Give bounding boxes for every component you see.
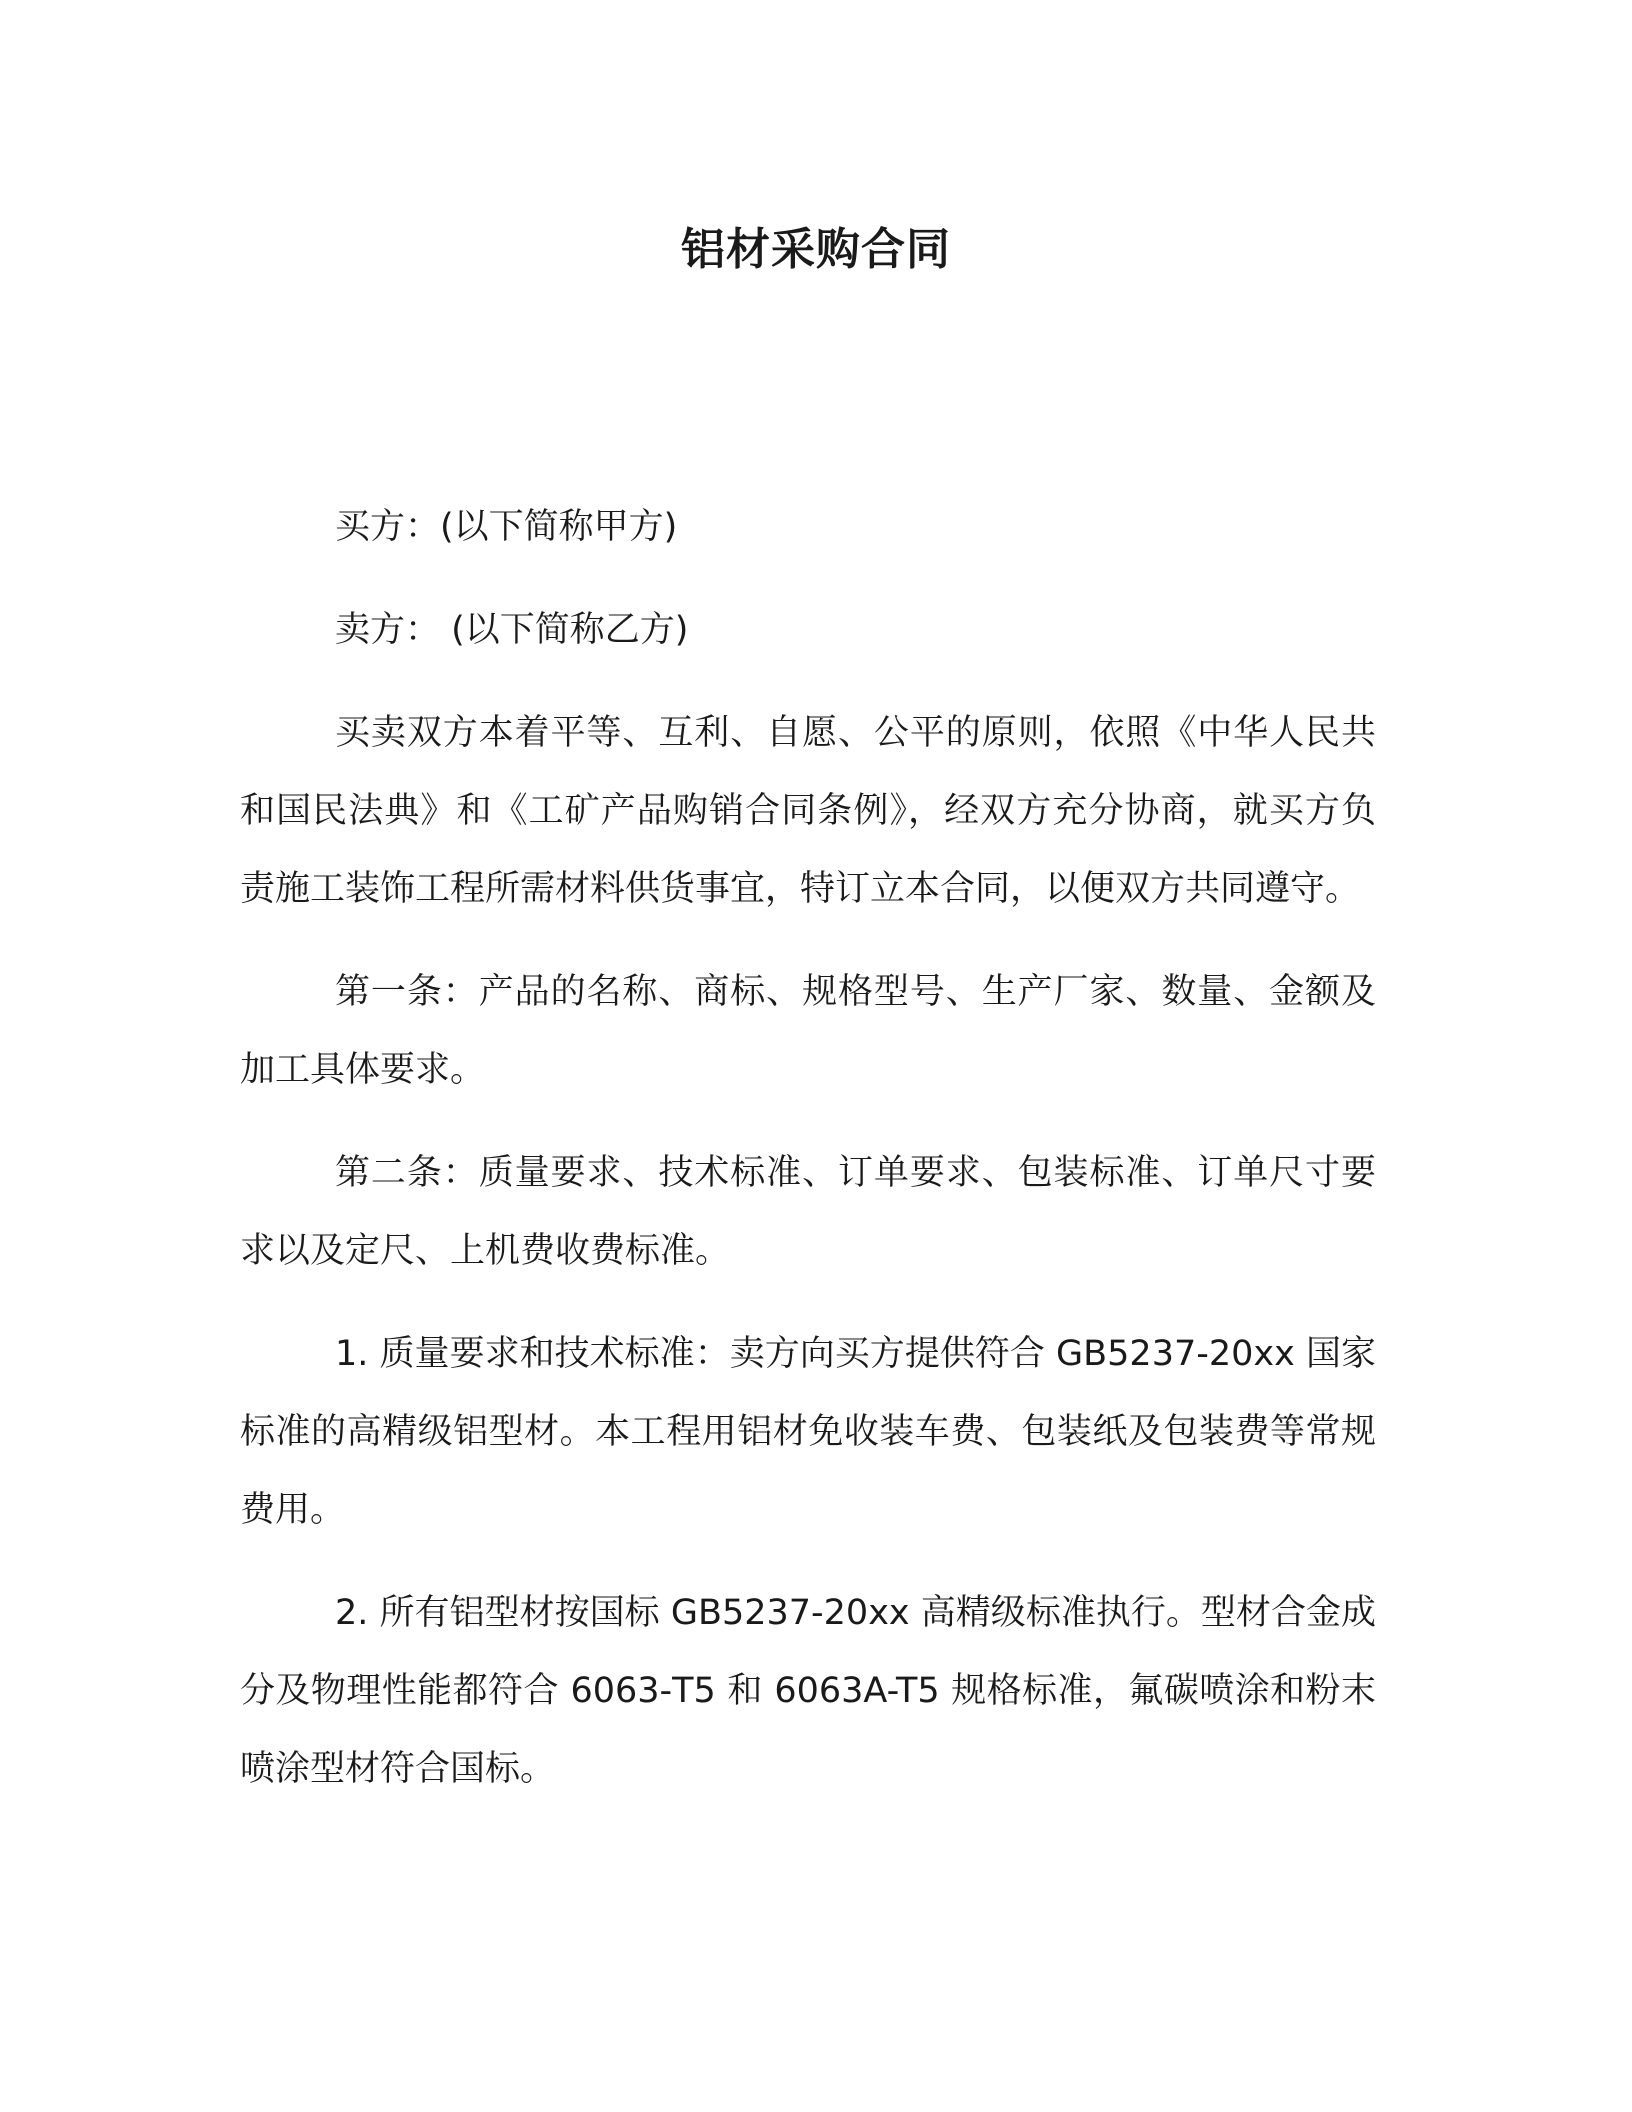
paragraph-item-1: 1. 质量要求和技术标准：卖方向买方提供符合 GB5237-20xx 国家标准的高精级铝型材。本工程用铝材免收装车费、包装纸及包装费等常规费用。 (240, 1334, 1376, 1530)
paragraph-seller: 卖方： (以下简称乙方) (335, 610, 689, 650)
paragraph-article-2: 第二条：质量要求、技术标准、订单要求、包装标准、订单尺寸要求以及定尺、上机费收费标准。 (240, 1153, 1376, 1271)
document-body (240, 488, 1376, 1808)
paragraph-buyer: 买方：(以下简称甲方) (335, 507, 678, 547)
paragraph-item-2: 2. 所有铝型材按国标 GB5237-20xx 高精级标准执行。型材合金成分及物理性能都符合 6063-T5 和 6063A-T5 规格标准，氟碳喷涂和粉末喷涂型材符合国标。 (240, 1593, 1376, 1789)
document-title: 铝材采购合同 (681, 224, 951, 275)
paragraph-intro: 买卖双方本着平等、互利、自愿、公平的原则，依照《中华人民共和国民法典》和《工矿产品购销合同条例》，经双方充分协商，就买方负责施工装饰工程所需材料供货事宜，特订立本合同，以便双方共同遵守。 (240, 713, 1376, 909)
paragraph-article-1: 第一条：产品的名称、商标、规格型号、生产厂家、数量、金额及加工具体要求。 (240, 972, 1376, 1090)
